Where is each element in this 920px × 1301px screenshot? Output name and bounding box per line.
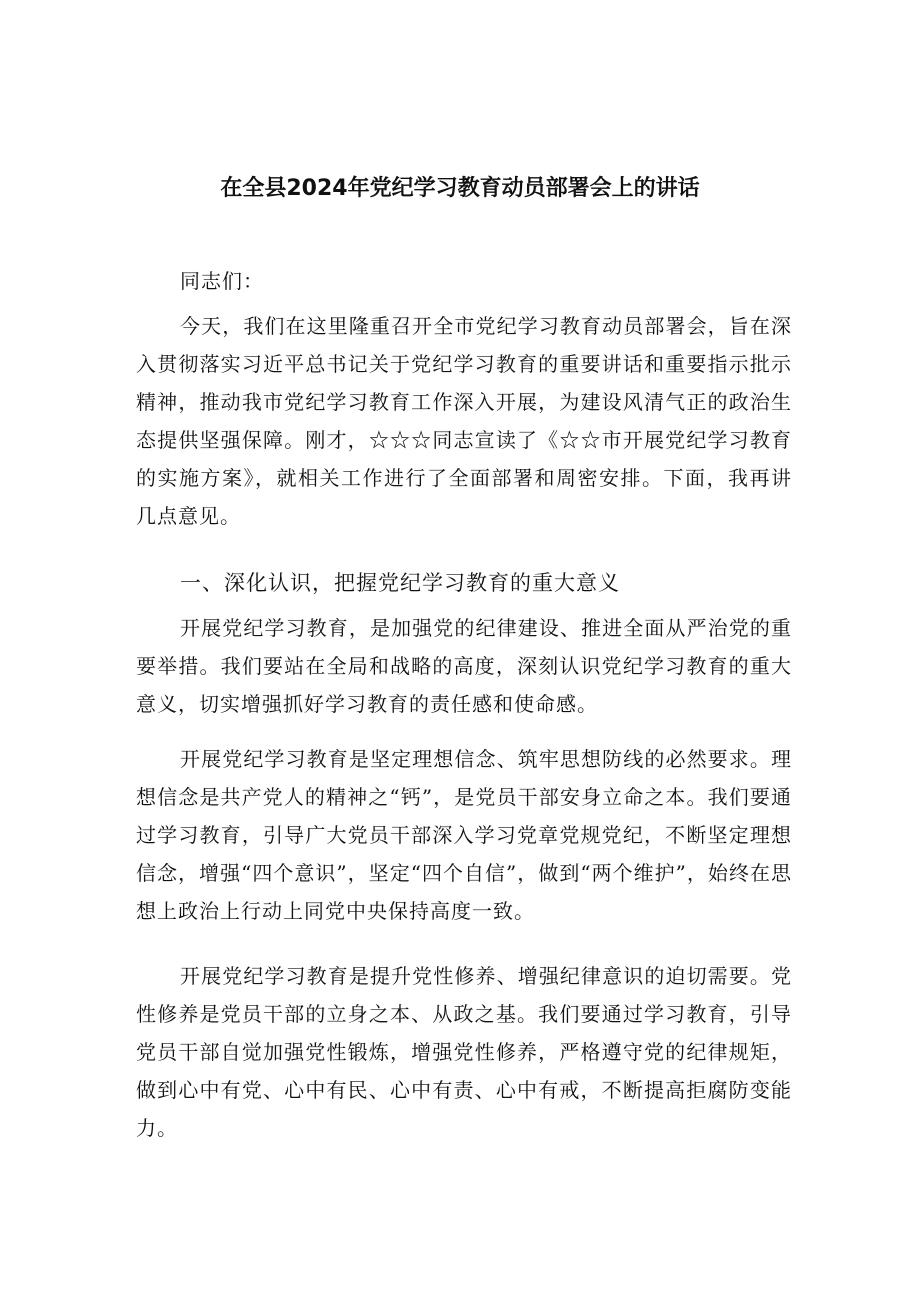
salutation: 同志们：: [180, 269, 264, 293]
section-heading: 一、深化认识，把握党纪学习教育的重大意义: [180, 571, 620, 595]
paragraph-ideals: 开展党纪学习教育是坚定理想信念、筑牢思想防线的必然要求。理想信念是共产党人的精神之“钙”，是党员干部安身立命之本。我们要通过学习教育，引导广大党员干部深入学习党章党规党纪，不断坚定理想信念，增强“四个意识”，坚定“四个自信”，做到“两个维护”，始终在思想上政治上行动上同党中央保持高度一致。: [136, 747, 792, 923]
document-title: 在全县2024年党纪学习教育动员部署会上的讲话: [220, 176, 700, 201]
paragraph-significance: 开展党纪学习教育，是加强党的纪律建设、推进全面从严治党的重要举措。我们要站在全局和战略的高度，深刻认识党纪学习教育的重大意义，切实增强抓好学习教育的责任感和使命感。: [136, 616, 792, 716]
paragraph-intro: 今天，我们在这里隆重召开全市党纪学习教育动员部署会，旨在深入贯彻落实习近平总书记关于党纪学习教育的重要讲话和重要指示批示精神，推动我市党纪学习教育工作深入开展，为建设风清气正的政治生态提供坚强保障。刚才，☆☆☆同志宣读了《☆☆市开展党纪学习教育的实施方案》，就相关工作进行了全面部署和周密安排。下面，我再讲几点意见。: [136, 314, 792, 528]
paragraph-party-spirit: 开展党纪学习教育是提升党性修养、增强纪律意识的迫切需要。党性修养是党员干部的立身之本、从政之基。我们要通过学习教育，引导党员干部自觉加强党性锻炼，增强党性修养，严格遵守党的纪律规矩，做到心中有党、心中有民、心中有责、心中有戒，不断提高拒腐防变能力。: [136, 964, 792, 1140]
